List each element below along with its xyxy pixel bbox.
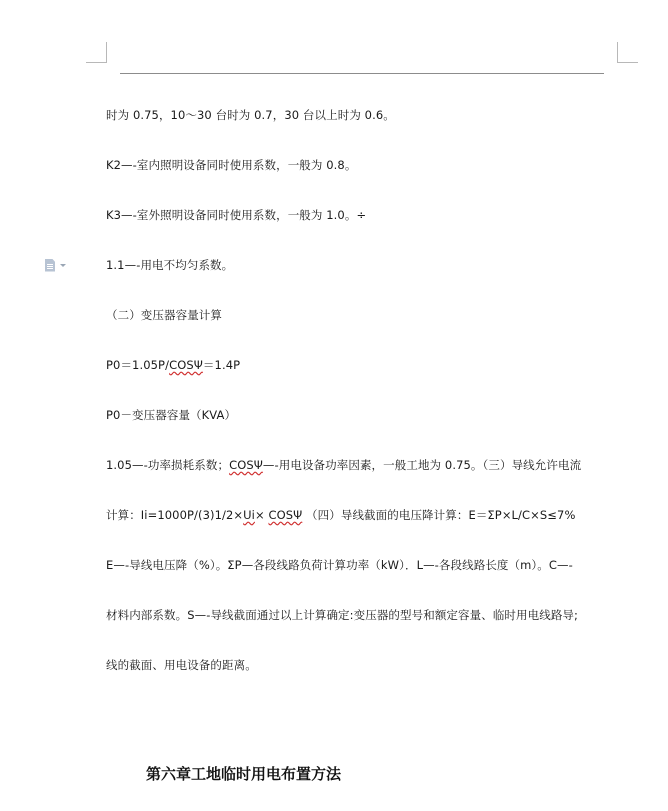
line-text: 1.05—-功率损耗系数； xyxy=(106,458,230,472)
body-line: E—-导线电压降（%）。ΣP—各段线路负荷计算功率（kW）．L—-各段线路长度（m）。C—- xyxy=(106,558,573,572)
document-icon xyxy=(45,259,55,272)
crop-mark-top-left xyxy=(86,42,107,63)
line-text: ＝1.4P xyxy=(202,358,241,372)
body-line: 1.1—-用电不均匀系数。 xyxy=(106,258,234,272)
body-line: 材料内部系数。S—-导线截面通过以上计算确定:变压器的型号和额定容量、临时用电线路导; xyxy=(106,608,578,622)
line-text: × xyxy=(254,508,269,522)
body-line: P0－变压器容量（KVA） xyxy=(106,408,237,422)
spellcheck-text[interactable]: COSΨ xyxy=(268,508,303,522)
body-line: （二）变压器容量计算 xyxy=(106,308,222,322)
chapter-title: 第六章工地临时用电布置方法 xyxy=(146,765,342,783)
chevron-down-icon xyxy=(60,264,66,267)
paragraph-menu-icon[interactable] xyxy=(45,257,71,273)
line-text: 计算：Ii=1000P/(3)1/2× xyxy=(106,508,244,522)
crop-mark-top-right xyxy=(617,42,638,63)
spellcheck-text[interactable]: Ui xyxy=(243,508,255,522)
body-line: 时为 0.75，10～30 台时为 0.7，30 台以上时为 0.6。 xyxy=(106,108,395,122)
line-text: —-用电设备功率因素，一般工地为 0.75。（三）导线允许电流 xyxy=(262,458,582,472)
line-text: （四）导线截面的电压降计算：E＝ΣP×L/C×S≤7% xyxy=(302,508,576,522)
body-line xyxy=(106,507,575,523)
line-text: P0＝1.05P/ xyxy=(106,358,170,372)
body-line xyxy=(106,357,240,373)
body-line: 线的截面、用电设备的距离。 xyxy=(106,658,257,672)
spellcheck-text[interactable]: COSΨ xyxy=(229,458,263,472)
body-line: K2—-室内照明设备同时使用系数，一般为 0.8。 xyxy=(106,158,357,172)
spellcheck-text[interactable]: COSΨ xyxy=(169,358,203,372)
body-line: K3—-室外照明设备同时使用系数，一般为 1.0。÷ xyxy=(106,208,367,222)
body-line xyxy=(106,457,581,473)
header-rule xyxy=(120,73,604,74)
